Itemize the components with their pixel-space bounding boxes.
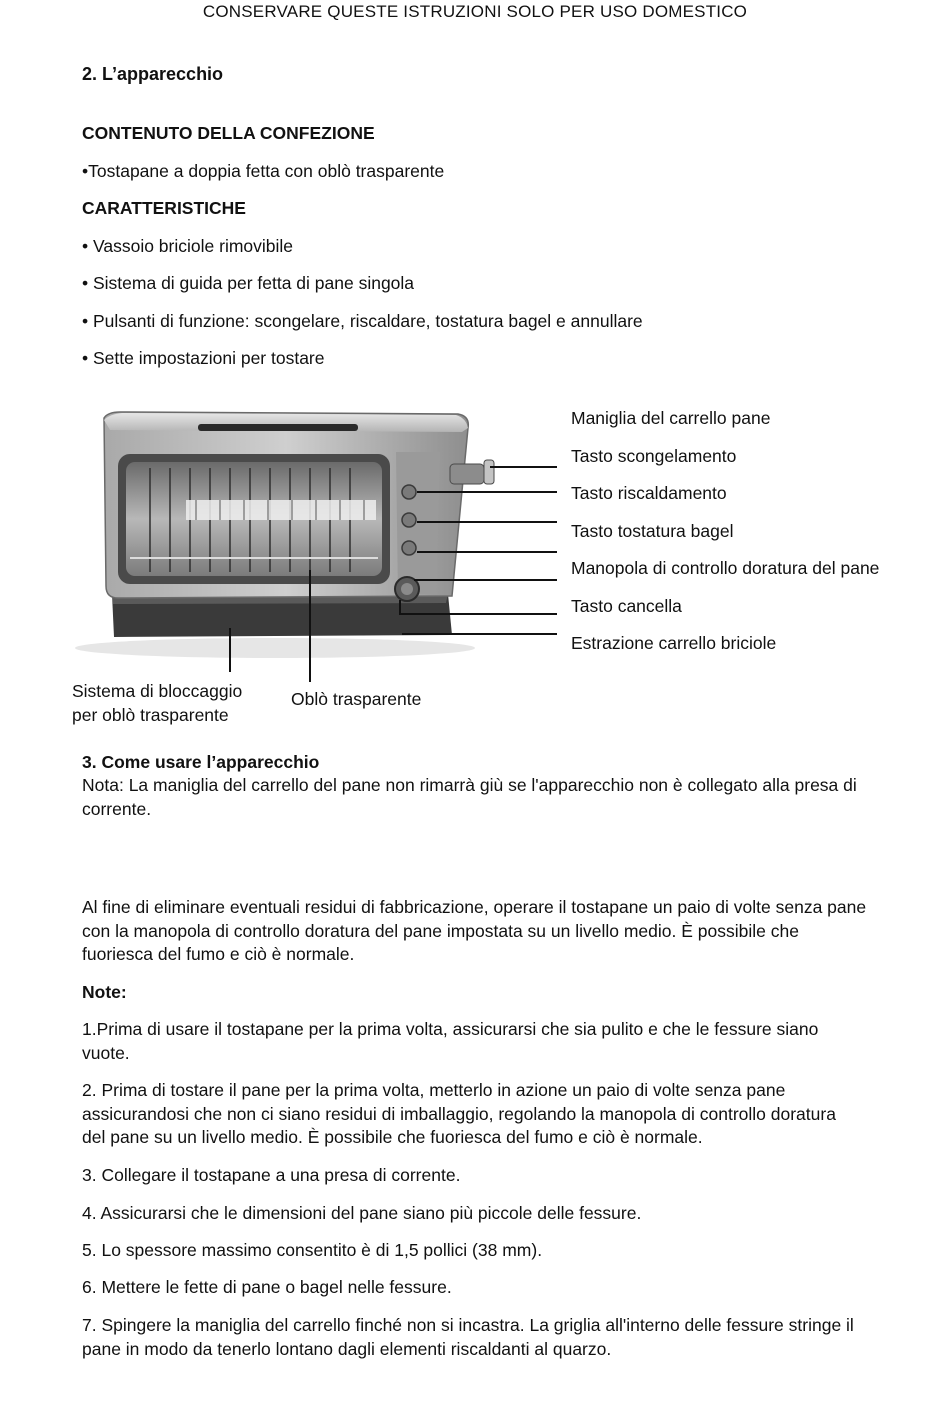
callout-browning-knob: Manopola di controllo doratura del pane xyxy=(571,558,880,578)
section-3-title: 3. Come usare l’apparecchio xyxy=(82,752,320,772)
bagel-button xyxy=(402,541,416,555)
contents-heading: CONTENUTO DELLA CONFEZIONE xyxy=(82,123,375,143)
callout-defrost-button: Tasto scongelamento xyxy=(571,446,737,466)
callout-window-lock-line2: per oblò trasparente xyxy=(72,705,229,725)
features-heading: CARATTERISTICHE xyxy=(82,198,246,218)
toaster-illustration xyxy=(0,395,950,695)
step-item: 2. Prima di tostare il pane per la prima volta, metterlo in azione un paio di volte senza pane assicurandosi che non ci siano residui di imballaggio, regolando la manopola di controllo doratura del pane su un livello medio. È possibile che fuoriesca del fumo e ciò è normale. xyxy=(82,1080,836,1147)
reheat-button xyxy=(402,513,416,527)
feature-item: • Sistema di guida per fetta di pane singola xyxy=(82,273,415,293)
intro-paragraph: Al fine di eliminare eventuali residui di fabbricazione, operare il tostapane un paio di volte senza pane con la manopola di controllo doratura del pane impostata su un livello medio. È possibile che fuoriesca del fumo e ciò è normale. xyxy=(82,897,867,964)
step-item: 1.Prima di usare il tostapane per la prima volta, assicurarsi che sia pulito e che le fessure siano vuote. xyxy=(82,1019,819,1063)
step-item: 7. Spingere la maniglia del carrello finché non si incastra. La griglia all'interno delle fessure stringe il pane in modo da tenerlo lontano dagli elementi riscaldanti al quarzo. xyxy=(82,1315,854,1359)
section-2-title: 2. L’apparecchio xyxy=(82,64,224,84)
bread-slot xyxy=(198,424,358,431)
notes-heading: Note: xyxy=(82,982,127,1002)
callout-reheat-button: Tasto riscaldamento xyxy=(571,483,727,503)
step-item: 4. Assicurarsi che le dimensioni del pane siano più piccole delle fessure. xyxy=(82,1203,642,1223)
step-item: 6. Mettere le fette di pane o bagel nelle fessure. xyxy=(82,1277,452,1297)
toaster-shadow xyxy=(75,638,475,658)
callout-crumb-tray: Estrazione carrello briciole xyxy=(571,633,777,653)
page-header: CONSERVARE QUESTE ISTRUZIONI SOLO PER USO DOMESTICO xyxy=(202,2,748,21)
callout-cancel-button: Tasto cancella xyxy=(571,596,682,616)
power-note: Nota: La maniglia del carrello del pane non rimarrà giù se l'apparecchio non è collegato alla presa di corrente. xyxy=(82,775,857,819)
feature-item: • Vassoio briciole rimovibile xyxy=(82,236,294,256)
callout-window-lock-line1: Sistema di bloccaggio xyxy=(72,681,243,701)
carriage-lever xyxy=(450,464,484,484)
defrost-button xyxy=(402,485,416,499)
step-item: 5. Lo spessore massimo consentito è di 1,5 pollici (38 mm). xyxy=(82,1240,543,1260)
contents-item: •Tostapane a doppia fetta con oblò trasparente xyxy=(82,161,445,181)
callout-bagel-button: Tasto tostatura bagel xyxy=(571,521,734,541)
callout-transparent-window: Oblò trasparente xyxy=(291,689,422,709)
step-item: 3. Collegare il tostapane a una presa di corrente. xyxy=(82,1165,461,1185)
feature-item: • Sette impostazioni per tostare xyxy=(82,348,325,368)
callout-carriage-handle: Maniglia del carrello pane xyxy=(571,408,771,428)
toast-rack xyxy=(186,500,376,520)
feature-item: • Pulsanti di funzione: scongelare, riscaldare, tostatura bagel e annullare xyxy=(82,311,643,331)
